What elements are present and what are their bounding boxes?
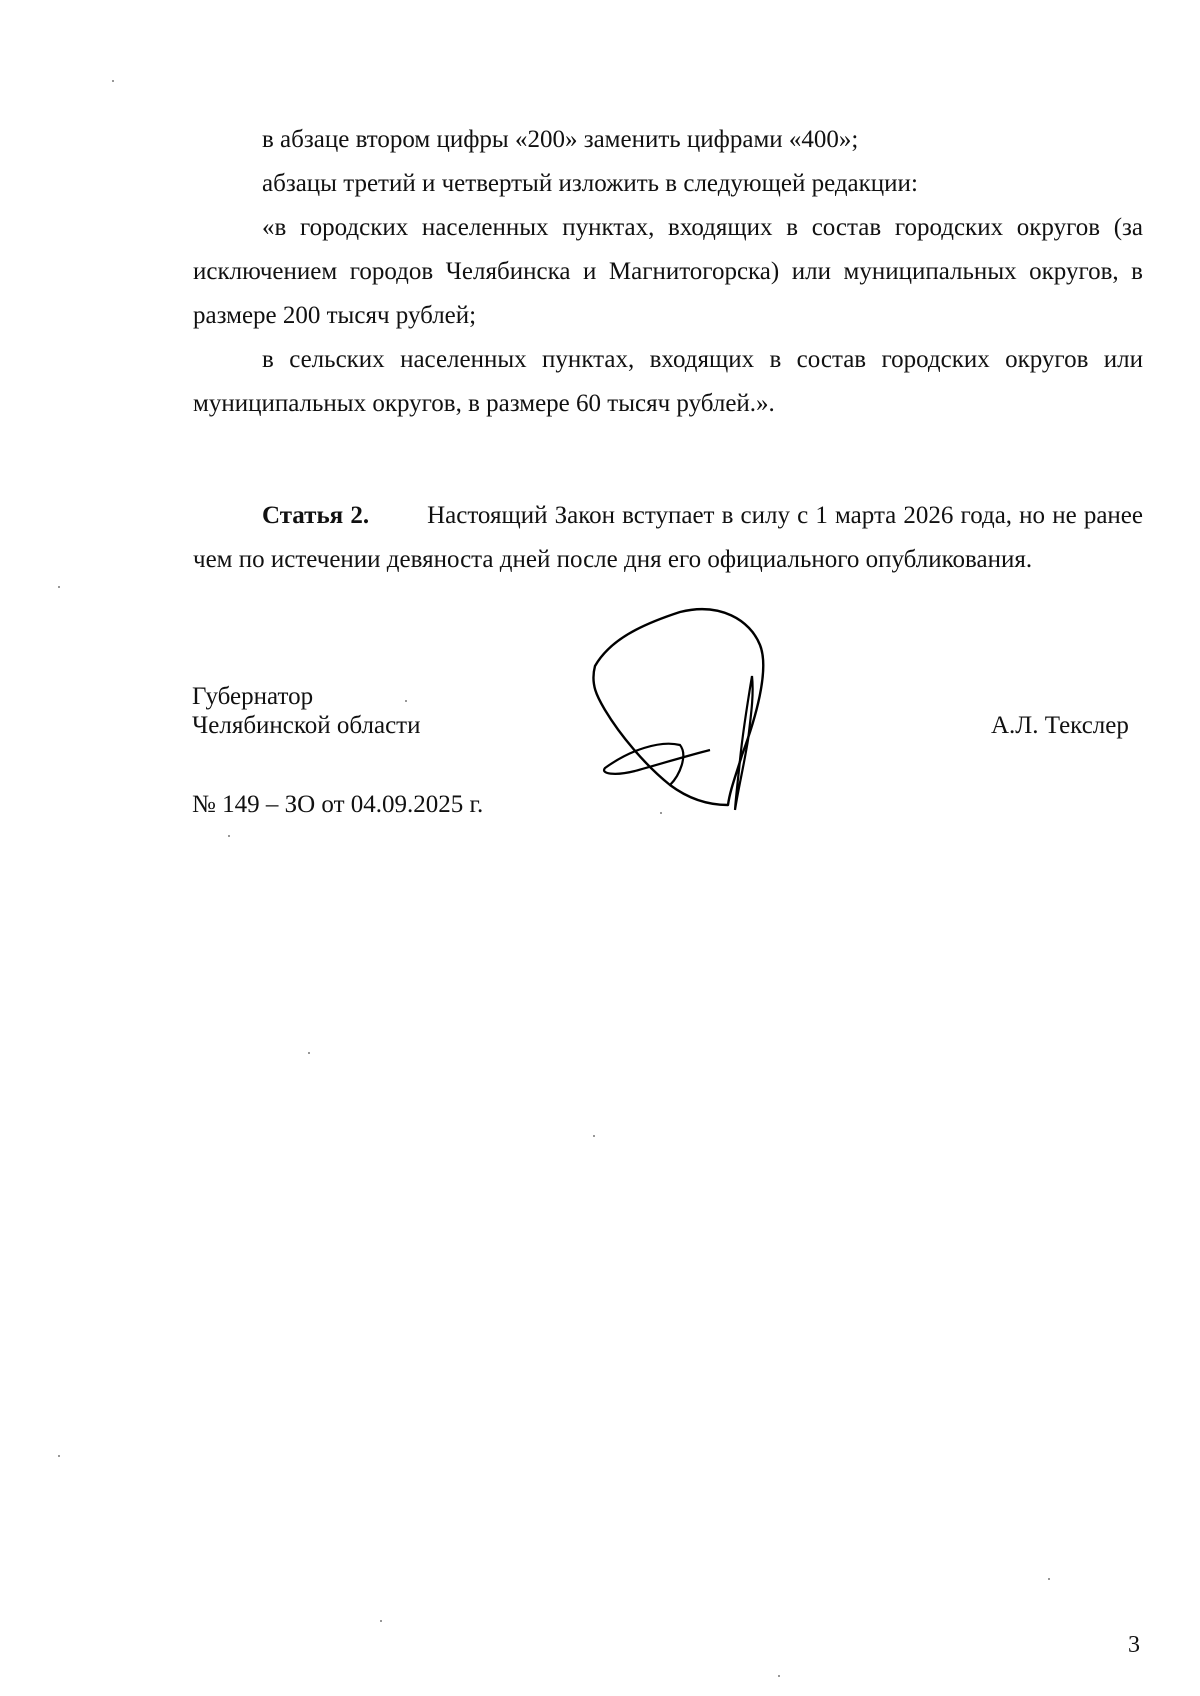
amendment-paragraph-2: абзацы третий и четвертый изложить в следующей редакции: xyxy=(262,170,918,197)
scan-speck xyxy=(228,835,230,837)
page-number: 3 xyxy=(1128,1632,1140,1658)
scan-speck xyxy=(405,700,407,702)
amendment-text xyxy=(193,118,1143,426)
signatory-position-line2: Челябинской области xyxy=(192,712,421,739)
article-2-text: Настоящий Закон вступает в силу с 1 марта 2026 года, но не ранее чем по истечении девяноста дней после дня его официального опубликования. xyxy=(193,502,1143,573)
scan-speck xyxy=(778,1675,780,1677)
amendment-paragraph-3: «в городских населенных пунктах, входящих в состав городских округов (за исключением городов Челябинска и Магнитогорска) или муниципальных округов, в размере 200 тысяч рублей; xyxy=(193,214,1143,329)
scan-speck xyxy=(112,80,114,82)
signatory-position-line1: Губернатор xyxy=(192,683,314,710)
scan-speck xyxy=(660,812,662,814)
scan-speck xyxy=(58,586,60,588)
scan-speck xyxy=(593,1135,595,1137)
scan-speck xyxy=(308,1052,310,1054)
amendment-paragraph-4: в сельских населенных пунктах, входящих в состав городских округов или муниципальных округов, в размере 60 тысяч рублей.». xyxy=(193,346,1143,417)
article-2 xyxy=(193,494,1143,582)
amendment-paragraph-1: в абзаце втором цифры «200» заменить цифрами «400»; xyxy=(262,126,859,153)
scan-speck xyxy=(380,1620,382,1622)
law-number: № 149 – ЗО от 04.09.2025 г. xyxy=(192,791,484,818)
scan-speck xyxy=(58,1455,60,1457)
article-2-heading: Статья 2. xyxy=(262,502,370,529)
signatory-name: А.Л. Текслер xyxy=(991,712,1129,739)
handwritten-signature xyxy=(560,600,780,820)
scan-speck xyxy=(1048,1578,1050,1580)
